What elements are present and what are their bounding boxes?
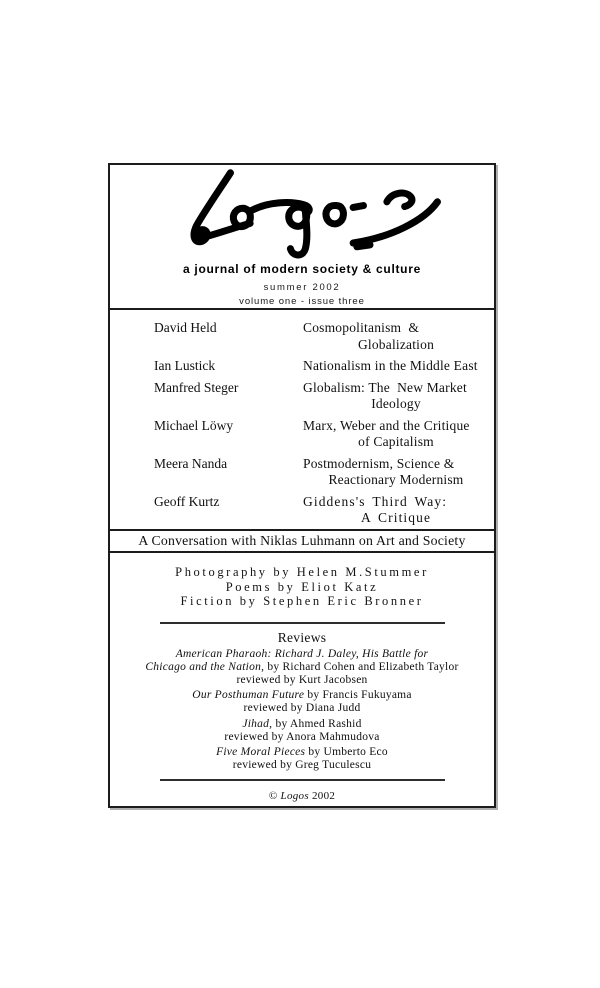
review-title-italic: American Pharaoh: Richard J. Daley, His Battle for xyxy=(175,647,429,660)
review-line-text: by Umberto Eco xyxy=(305,745,388,758)
feature-fiction: Fiction by Stephen Eric Bronner xyxy=(180,594,424,608)
review-line xyxy=(110,731,494,744)
reviews-heading: Reviews xyxy=(277,629,327,645)
toc-title xyxy=(303,494,489,527)
reviews-list xyxy=(110,648,494,773)
review-title-italic: Five Moral Pieces xyxy=(216,745,306,758)
toc-title-line: A Critique xyxy=(360,510,432,525)
journal-cover-box xyxy=(108,163,496,808)
review-line-text: by Ahmed Rashid xyxy=(272,717,362,730)
review-line xyxy=(110,661,494,674)
toc-title xyxy=(303,380,489,413)
toc-entry xyxy=(154,380,486,413)
table-of-contents xyxy=(110,310,494,531)
review-line xyxy=(110,718,494,731)
toc-title-line: Marx, Weber and the Critique xyxy=(303,417,470,433)
toc-author: Ian Lustick xyxy=(154,358,216,373)
review-line xyxy=(110,689,494,702)
review-item xyxy=(110,648,494,688)
review-line xyxy=(110,746,494,759)
toc-title-line: Ideology xyxy=(371,396,421,411)
divider-rule-bottom xyxy=(160,779,445,781)
masthead xyxy=(110,165,494,310)
review-item xyxy=(110,746,494,772)
review-line xyxy=(110,674,494,687)
review-line-text: reviewed by Greg Tuculescu xyxy=(232,759,372,772)
toc-title-line: Giddens's Third Way: xyxy=(303,493,448,509)
conversation-banner: A Conversation with Niklas Luhmann on Art and Society xyxy=(110,531,494,553)
issue-season: summer 2002 xyxy=(263,282,341,293)
feature-poems: Poems by Eliot Katz xyxy=(225,579,379,594)
toc-title-line: Reactionary Modernism xyxy=(328,472,464,487)
toc-author: Manfred Steger xyxy=(154,379,239,395)
toc-author: Geoff Kurtz xyxy=(154,493,220,509)
logos-script-logo xyxy=(178,169,444,259)
review-line xyxy=(110,759,494,772)
toc-title-line: Nationalism in the Middle East xyxy=(303,358,478,373)
review-item xyxy=(110,689,494,715)
toc-title-line: Postmodernism, Science & xyxy=(303,455,455,471)
toc-author: Meera Nanda xyxy=(154,455,228,471)
issue-volume: volume one - issue three xyxy=(239,296,365,307)
toc-entry xyxy=(154,418,486,451)
lower-section xyxy=(110,553,494,806)
toc-entry xyxy=(154,358,486,375)
review-title-italic: Our Posthuman Future xyxy=(192,689,305,702)
toc-author: David Held xyxy=(154,320,217,335)
review-line-text: , by Richard Cohen and Elizabeth Taylor xyxy=(261,660,459,673)
review-line xyxy=(110,648,494,661)
toc-entry xyxy=(154,494,486,527)
copyright-prefix: © xyxy=(268,790,281,803)
toc-entry xyxy=(154,456,486,489)
review-line-text: reviewed by Kurt Jacobsen xyxy=(236,673,368,686)
journal-subtitle: a journal of modern society & culture xyxy=(183,262,421,276)
feature-photography: Photography by Helen M.Stummer xyxy=(175,565,429,579)
toc-title-line: Cosmopolitanism & xyxy=(303,320,420,335)
review-item xyxy=(110,718,494,744)
review-title-italic: Chicago and the Nation xyxy=(145,660,262,673)
toc-title-line: Globalism: The New Market xyxy=(303,379,467,395)
toc-title xyxy=(303,456,489,489)
toc-title xyxy=(303,418,489,451)
review-line-text: reviewed by Anora Mahmudova xyxy=(224,730,380,743)
divider-rule-top xyxy=(160,622,445,624)
review-line-text: by Francis Fukuyama xyxy=(304,689,412,702)
review-line xyxy=(110,702,494,715)
toc-author: Michael Löwy xyxy=(154,417,234,433)
features-block xyxy=(110,565,494,609)
toc-title-line: of Capitalism xyxy=(358,434,434,449)
copyright-year: 2002 xyxy=(308,790,336,803)
review-line-text: reviewed by Diana Judd xyxy=(243,702,361,715)
toc-title xyxy=(303,320,489,353)
toc-title xyxy=(303,358,489,375)
review-title-italic: Jihad, xyxy=(242,717,273,730)
copyright-line xyxy=(110,790,494,802)
toc-entry xyxy=(154,320,486,353)
copyright-journal-name: Logos xyxy=(280,790,309,803)
toc-title-line: Globalization xyxy=(357,336,435,352)
